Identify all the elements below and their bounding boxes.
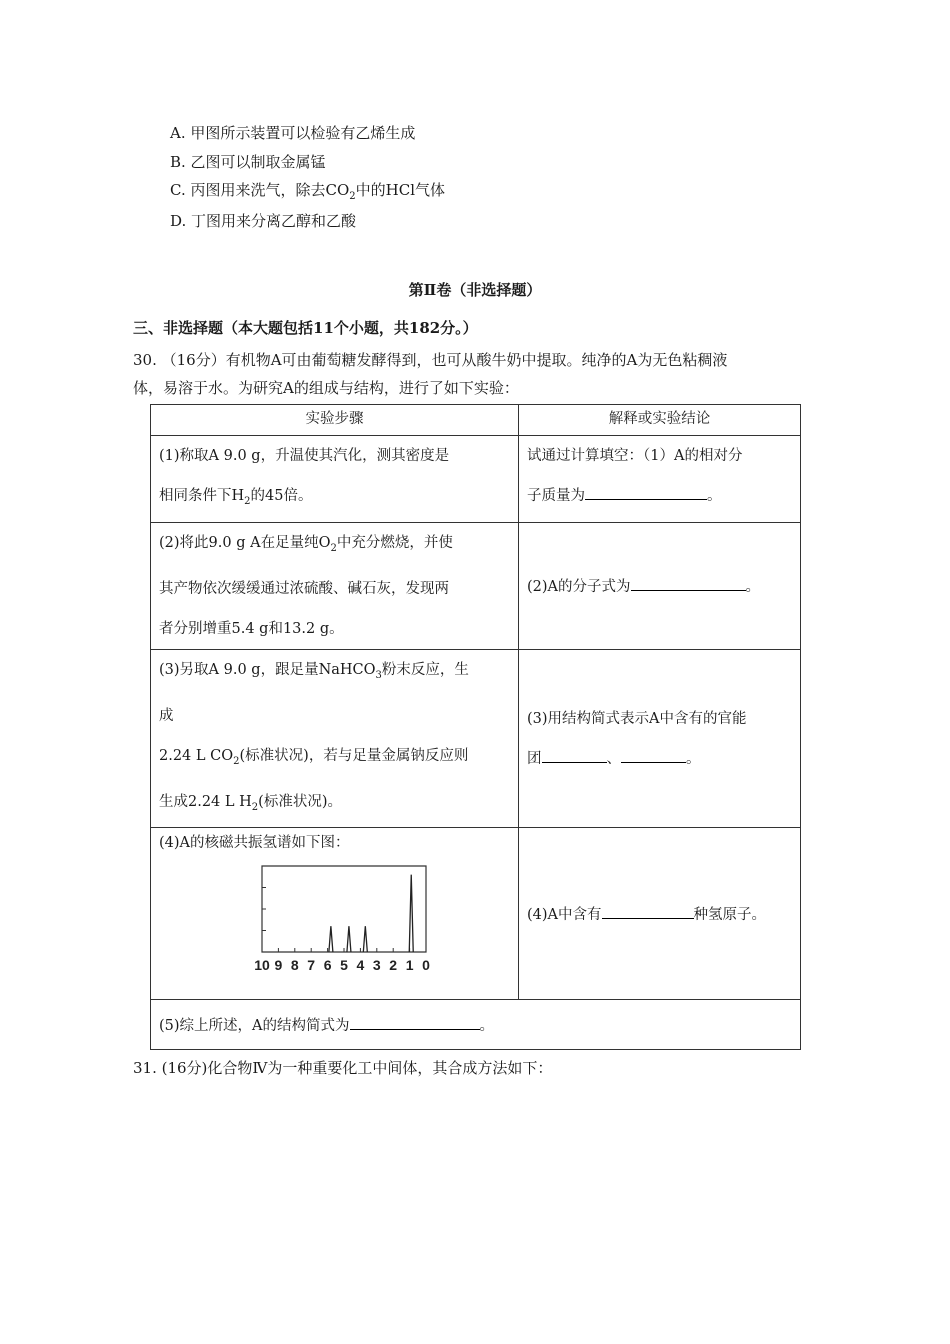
nmr-axis-box bbox=[262, 866, 426, 952]
nmr-axis-label: 3 bbox=[372, 957, 381, 974]
nmr-axis-label: 7 bbox=[307, 957, 316, 974]
nmr-frame bbox=[262, 866, 426, 952]
row4-step-line1: (4)A的核磁共振氢谱如下图： bbox=[159, 835, 350, 852]
row3-step-line1: (3)另取A 9.0 g，跟足量NaHCO$_3$粉末反应，生 bbox=[159, 661, 469, 681]
q30-intro-line2: 体，易溶于水。为研究A的组成与结构，进行了如下实验： bbox=[133, 379, 519, 397]
answer-blank-5[interactable] bbox=[350, 1015, 480, 1030]
option-b: B. 乙图可以制取金属锰 bbox=[170, 153, 326, 171]
nmr-axis-label: 6 bbox=[323, 957, 332, 974]
answer-blank-2[interactable] bbox=[631, 576, 746, 591]
answer-blank-4[interactable] bbox=[602, 904, 694, 919]
q30-intro-line1: 30. （16分）有机物A可由葡萄糖发酵得到，也可从酸牛奶中提取。纯净的A为无色粘稠液 bbox=[133, 351, 728, 369]
option-c: C. 丙图用来洗气，除去$CO_2$中的HCl气体 bbox=[170, 181, 445, 202]
table-row-3 bbox=[151, 649, 801, 828]
q31-text: 31. (16分)化合物Ⅳ为一种重要化工中间体，其合成方法如下： bbox=[133, 1059, 553, 1077]
row4-step bbox=[151, 828, 519, 1000]
header-conclusions: 解释或实验结论 bbox=[519, 405, 801, 436]
nmr-peak bbox=[329, 927, 333, 953]
volume-title: 第Ⅱ卷（非选择题） bbox=[408, 281, 542, 299]
nmr-peak bbox=[409, 875, 413, 952]
row1-conclusion-line2: 子质量为 。 bbox=[527, 476, 792, 516]
answer-blank-3b[interactable] bbox=[621, 748, 686, 763]
row5-summary bbox=[151, 1000, 801, 1050]
table-header-row bbox=[151, 405, 801, 436]
row5-summary-text: (5)综上所述，A的结构简式为 。 bbox=[159, 1014, 792, 1035]
nmr-axis-label: 5 bbox=[340, 957, 348, 974]
row3-step bbox=[151, 649, 519, 828]
nmr-axis-label: 9 bbox=[274, 957, 283, 974]
nmr-axis-label: 4 bbox=[356, 957, 365, 974]
row4-conclusion-text: (4)A中含有 种氢原子。 bbox=[527, 903, 792, 924]
nmr-spectrum bbox=[244, 856, 484, 996]
row1-conclusion bbox=[519, 436, 801, 523]
option-d: D. 丁图用来分离乙醇和乙酸 bbox=[170, 212, 357, 230]
part-title: 三、非选择题（本大题包括11个小题，共182分。） bbox=[133, 319, 478, 337]
header-steps: 实验步骤 bbox=[151, 405, 519, 436]
table-row-1 bbox=[151, 436, 801, 523]
table-row-2 bbox=[151, 522, 801, 649]
row2-step bbox=[151, 522, 519, 649]
row2-conclusion bbox=[519, 522, 801, 649]
nmr-peak bbox=[347, 927, 351, 953]
row3-step-line4: 生成2.24 L $H_2$(标准状况)。 bbox=[159, 793, 342, 813]
answer-blank-1[interactable] bbox=[585, 485, 707, 500]
answer-blank-3a[interactable] bbox=[542, 748, 607, 763]
nmr-peak bbox=[363, 927, 367, 953]
row1-step bbox=[151, 436, 519, 523]
row2-conclusion-text: (2)A的分子式为 。 bbox=[527, 575, 792, 596]
row2-step-line1: (2)将此9.0 g A在足量纯$O_2$中充分燃烧，并使 bbox=[159, 534, 453, 554]
row4-conclusion bbox=[519, 828, 801, 1000]
nmr-axis-label: 0 bbox=[422, 957, 430, 974]
row1-step-line2: 相同条件下$H_2$的45倍。 bbox=[159, 488, 313, 507]
row1-step-line1: (1)称取A 9.0 g，升温使其汽化，测其密度是 bbox=[159, 448, 450, 464]
nmr-axis-label: 10 bbox=[254, 957, 270, 974]
experiment-table bbox=[150, 404, 801, 1050]
row3-conclusion bbox=[519, 649, 801, 828]
row2-step-line3: 者分别增重5.4 g和13.2 g。 bbox=[159, 620, 344, 637]
row3-conclusion-line1: (3)用结构简式表示A中含有的官能 bbox=[527, 710, 747, 727]
row1-conclusion-line1: 试通过计算填空：（1）A的相对分 bbox=[527, 448, 743, 464]
row3-step-line2: 成 bbox=[159, 707, 174, 724]
row3-conclusion-line2: 团 、 。 bbox=[527, 739, 792, 779]
option-a: A. 甲图所示装置可以检验有乙烯生成 bbox=[170, 124, 416, 142]
nmr-axis-label: 2 bbox=[389, 957, 398, 974]
table-row-5 bbox=[151, 1000, 801, 1050]
table-row-4 bbox=[151, 828, 801, 1000]
nmr-axis-label: 1 bbox=[405, 957, 414, 974]
row2-step-line2: 其产物依次缓缓通过浓硫酸、碱石灰，发现两 bbox=[159, 580, 449, 597]
row3-step-line3: 2.24 L $CO_2$(标准状况)，若与足量金属钠反应则 bbox=[159, 747, 469, 767]
nmr-axis-label: 8 bbox=[290, 957, 299, 974]
